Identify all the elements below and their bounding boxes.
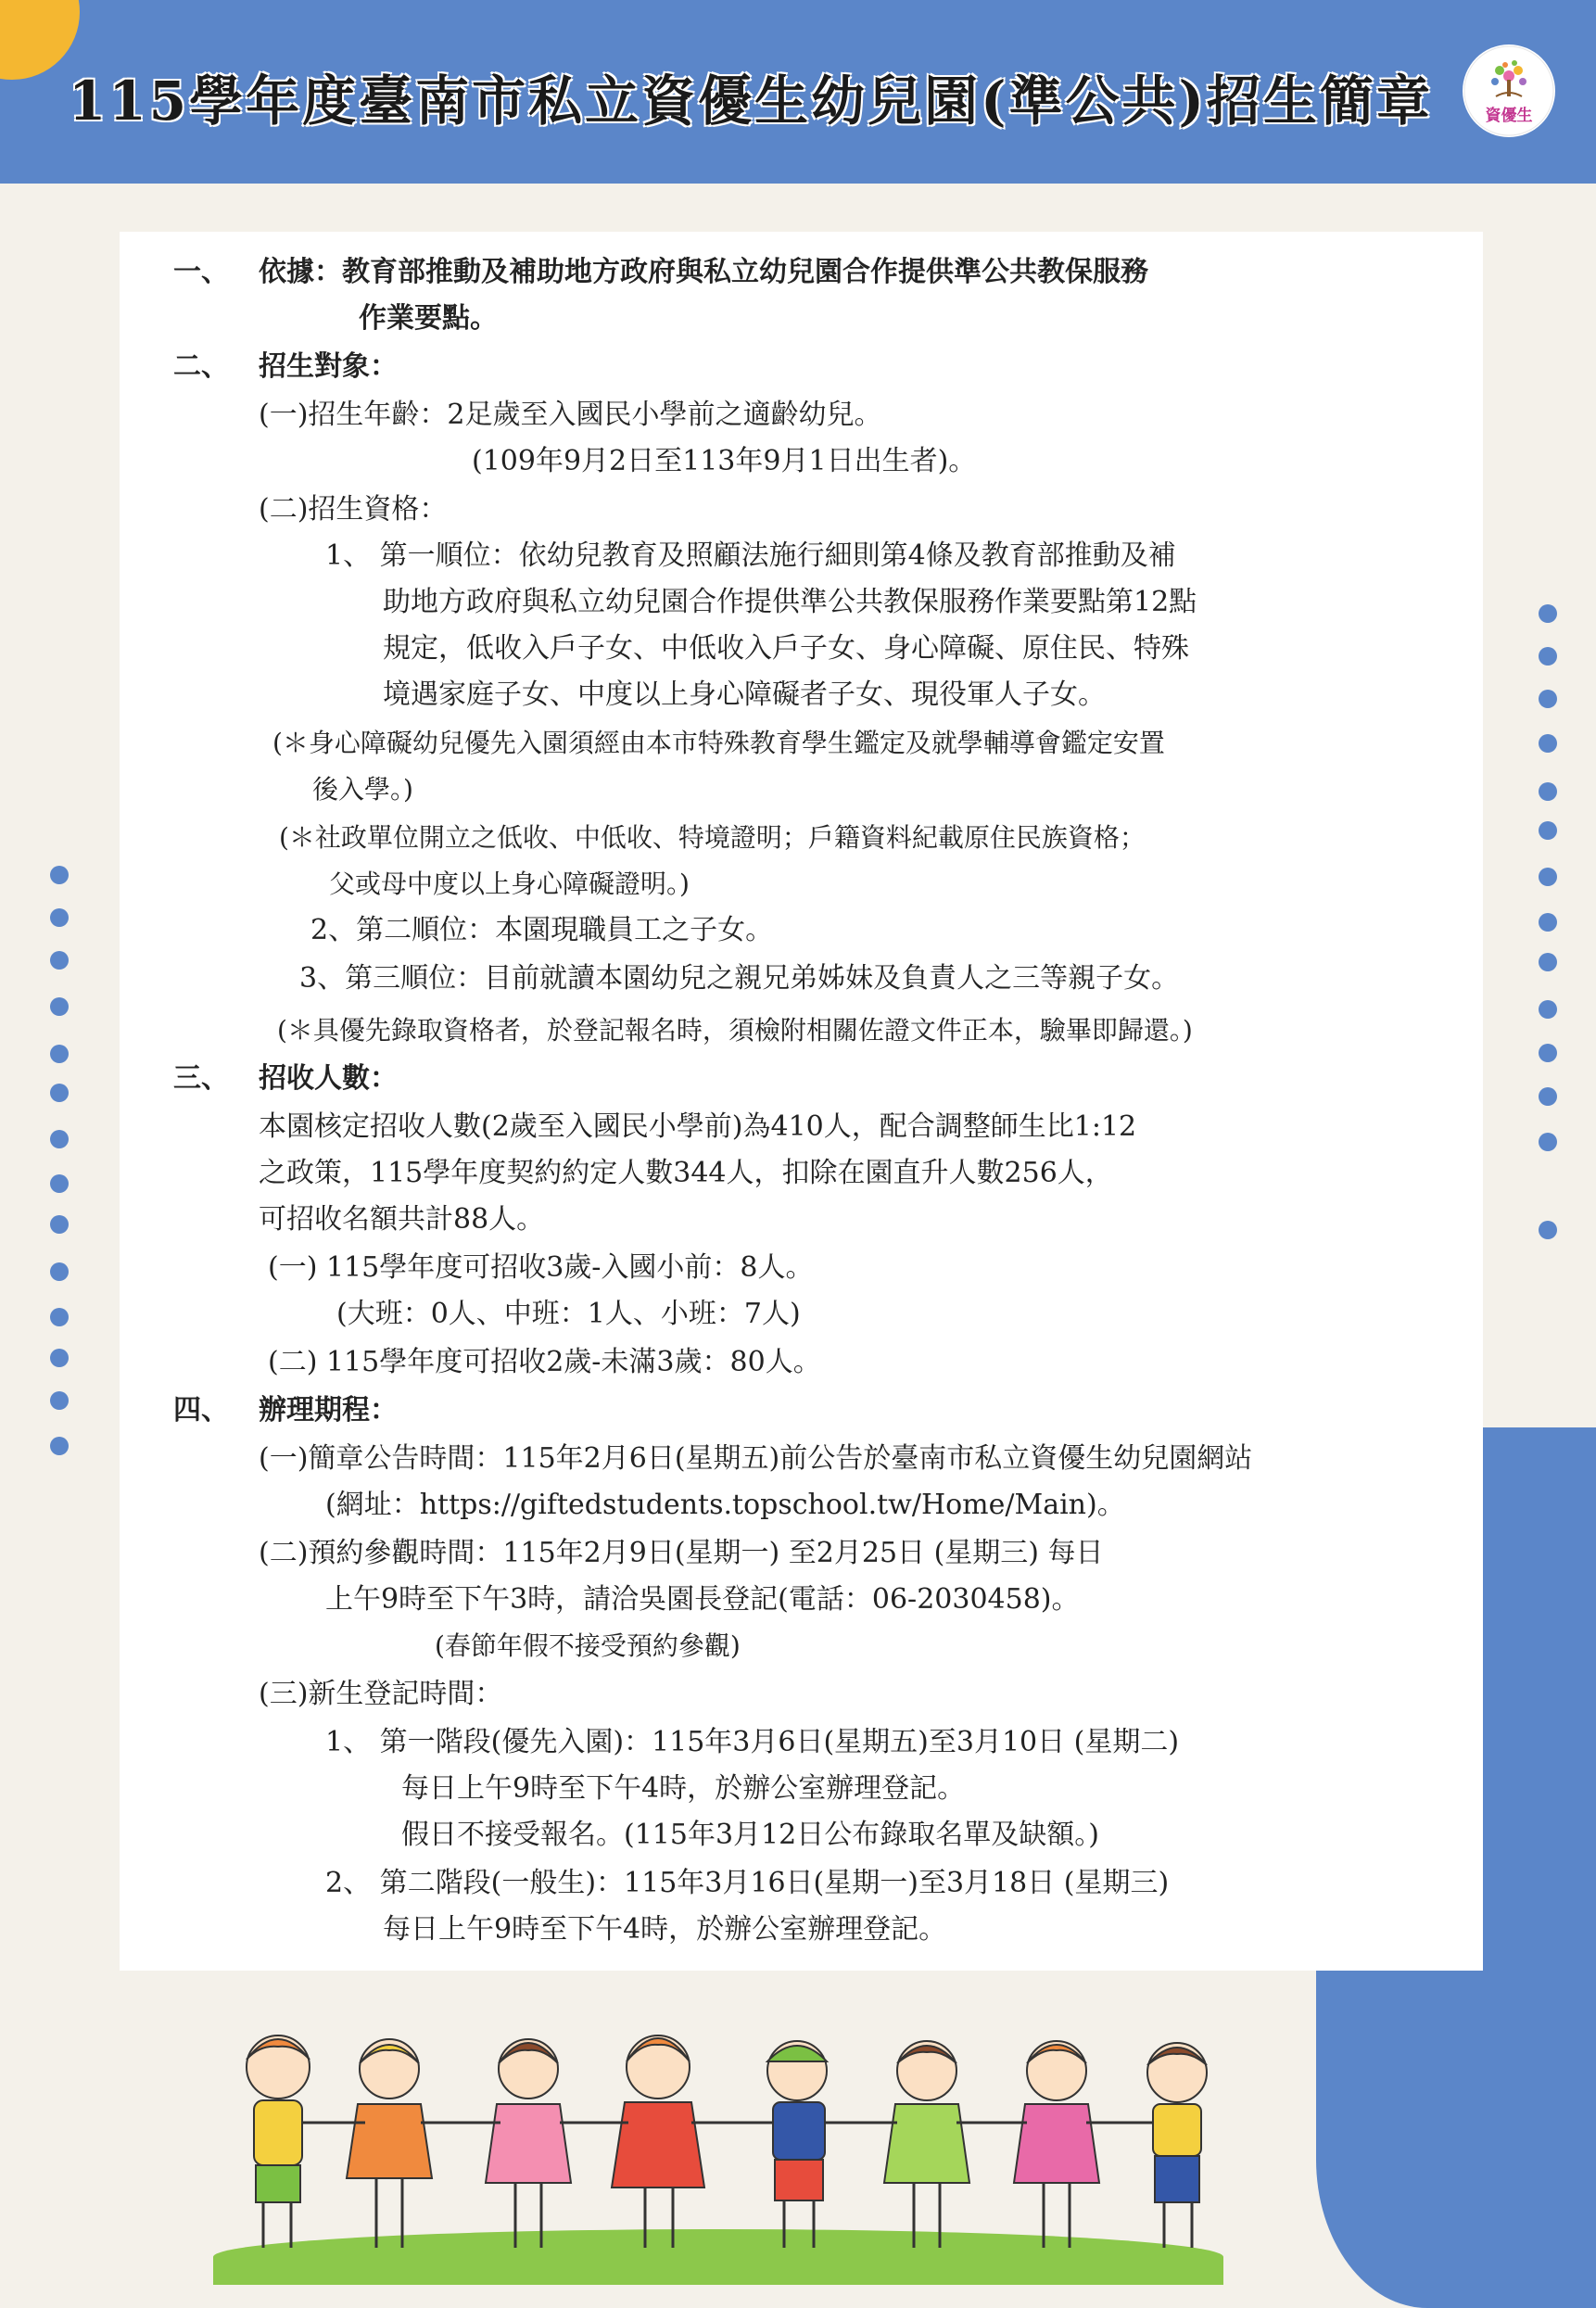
capacity-line-2: 之政策，115學年度契約約定人數344人，扣除在園直升人數256人，	[259, 1157, 1113, 1189]
visit-hours: 上午9時至下午3時，請洽吳園長登記(電話：06-2030458)。	[325, 1583, 1080, 1616]
children-holding-hands-illustration	[222, 2011, 1260, 2257]
section-1-number: 一、	[173, 256, 229, 288]
priority-1-line-4: 境遇家庭子女、中度以上身心障礙者子女、現役軍人子女。	[383, 678, 1106, 711]
priority-1-line-2: 助地方政府與私立幼兒園合作提供準公共教保服務作業要點第12點	[383, 586, 1197, 618]
capacity-line-3: 可招收名額共計88人。	[259, 1203, 545, 1236]
priority-2: 2、第二順位：本園現職員工之子女。	[310, 914, 774, 946]
visit-note: (春節年假不接受預約參觀)	[435, 1630, 741, 1661]
registration-heading: (三)新生登記時間：	[259, 1678, 503, 1710]
logo-text: 資優生	[1485, 107, 1533, 125]
capacity-class-breakdown: (大班：0人、中班：1人、小班：7人)	[336, 1298, 801, 1330]
section-2-number: 二、	[173, 350, 229, 383]
note-2-line-1: (＊社政單位開立之低收、中低收、特境證明；戶籍資料紀載原住民族資格；	[279, 822, 1146, 853]
visit-period: (二)預約參觀時間：115年2月9日(星期一) 至2月25日 (星期三) 每日	[259, 1537, 1104, 1569]
priority-1-line-1: 1、 第一順位：依幼兒教育及照顧法施行細則第4條及教育部推動及補	[325, 539, 1176, 572]
document-sheet	[120, 232, 1483, 1971]
note-1-line-2: 後入學。)	[312, 774, 413, 805]
capacity-3yr: (一) 115學年度可招收3歲-入國小前：8人。	[268, 1251, 814, 1284]
section-3-number: 三、	[173, 1062, 229, 1095]
section-4-number: 四、	[173, 1394, 229, 1427]
right-dot-decoration	[1539, 604, 1557, 1253]
note-1-line-1: (＊身心障礙幼兒優先入園須經由本市特殊教育學生鑑定及就學輔導會鑑定安置	[272, 728, 1165, 758]
section-1-line-2: 作業要點。	[359, 302, 498, 335]
section-1-line-1: 依據：教育部推動及補助地方政府與私立幼兒園合作提供準公共教保服務	[259, 256, 1148, 288]
stage-1-note: 假日不接受報名。(115年3月12日公布錄取名單及缺額。)	[401, 1819, 1099, 1851]
priority-3: 3、第三順位：目前就讀本園幼兒之親兄弟姊妹及負責人之三等親子女。	[299, 962, 1180, 995]
stage-1-hours: 每日上午9時至下午4時，於辦公室辦理登記。	[401, 1772, 966, 1805]
section-3-heading: 招收人數：	[259, 1062, 398, 1095]
website-url: (網址：https://giftedstudents.topschool.tw/Home/Main)。	[325, 1489, 1125, 1521]
announcement-date: (一)簡章公告時間：115年2月6日(星期五)前公告於臺南市私立資優生幼兒園網站	[259, 1442, 1253, 1475]
enrollment-age: (一)招生年齡：2足歲至入國民小學前之適齡幼兒。	[259, 399, 882, 431]
school-logo	[1463, 44, 1555, 137]
capacity-line-1: 本園核定招收人數(2歲至入國民小學前)為410人，配合調整師生比1:12	[259, 1110, 1137, 1143]
note-2-line-2: 父或母中度以上身心障礙證明。)	[329, 869, 690, 899]
stage-2-hours: 每日上午9時至下午4時，於辦公室辦理登記。	[383, 1913, 947, 1946]
note-3: (＊具優先錄取資格者，於登記報名時，須檢附相關佐證文件正本，驗畢即歸還。)	[277, 1015, 1193, 1046]
left-dot-decoration	[50, 866, 69, 1515]
section-4-heading: 辦理期程：	[259, 1394, 398, 1427]
stage-2-dates: 2、 第二階段(一般生)：115年3月16日(星期一)至3月18日 (星期三)	[325, 1867, 1170, 1899]
birth-date-range: (109年9月2日至113年9月1日出生者)。	[472, 445, 977, 477]
capacity-2yr: (二) 115學年度可招收2歲-未滿3歲：80人。	[268, 1346, 821, 1378]
page-title: 115學年度臺南市私立資優生幼兒園(準公共)招生簡章	[69, 70, 1433, 133]
priority-1-line-3: 規定，低收入戶子女、中低收入戶子女、身心障礙、原住民、特殊	[383, 632, 1189, 665]
section-2-heading: 招生對象：	[259, 350, 398, 383]
qualification-heading: (二)招生資格：	[259, 493, 448, 526]
stage-1-dates: 1、 第一階段(優先入園)：115年3月6日(星期五)至3月10日 (星期二)	[325, 1726, 1180, 1758]
